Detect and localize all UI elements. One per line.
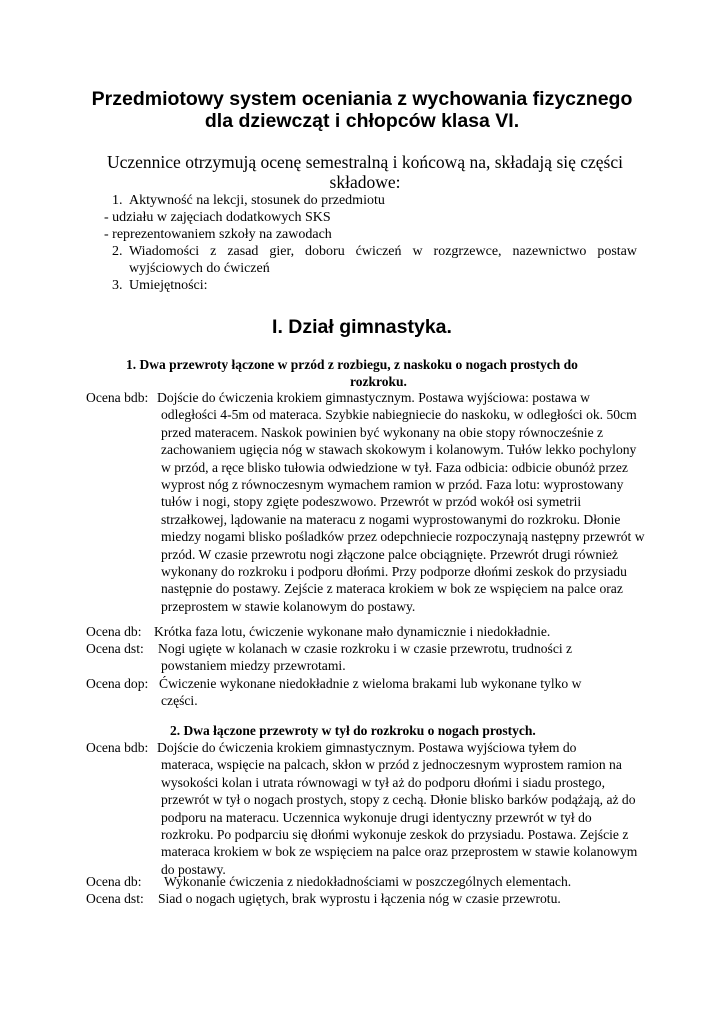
exercise-2-title: 2. Dwa łączone przewroty w tył do rozkroku o nogach prostych. <box>170 723 536 738</box>
exercise-1-title-line-2: rozkroku. <box>350 374 407 389</box>
title-line-2: dla dziewcząt i chłopców klasa VI. <box>204 110 520 132</box>
grade-description: powstaniem miedzy przewrotami. <box>161 658 346 674</box>
intro-text <box>100 152 630 192</box>
document-title <box>60 88 664 132</box>
component-1-sub-1: - udziału w zajęciach dodatkowych SKS <box>104 210 331 225</box>
exercise-1-grade-db <box>86 623 646 640</box>
exercise-2-grade-dst <box>86 890 646 907</box>
grade-description-first: Nogi ugięte w kolanach w czasie rozkroku i w czasie przewrotu, trudności z <box>158 641 573 656</box>
grade-label: Ocena db: <box>86 624 142 639</box>
component-2-line-1: Wiadomości z zasad gier, doboru ćwiczeń w rozgrzewce, nazewnictwo postaw <box>129 244 637 259</box>
grade-label: Ocena bdb: <box>86 390 149 405</box>
title-line-1: Przedmiotowy system oceniania z wychowania fizycznego <box>91 88 633 110</box>
grade-label: Ocena dst: <box>86 891 144 906</box>
grade-label: Ocena dst: <box>86 641 144 656</box>
exercise-1-grade-dst <box>86 640 646 675</box>
grade-label: Ocena db: <box>86 874 142 889</box>
grade-description: Krótka faza lotu, ćwiczenie wykonane mało dynamicznie i niedokładnie. <box>154 624 551 639</box>
component-2-line-2: wyjściowych do ćwiczeń <box>129 261 270 276</box>
exercise-1-grade-bdb <box>86 389 646 615</box>
exercise-2-grade-bdb <box>86 739 646 878</box>
exercise-1-title-line-1: 1. Dwa przewroty łączone w przód z rozbiegu, z naskoku o nogach prostych do <box>126 357 578 372</box>
component-2-number: 2. <box>112 244 123 259</box>
exercise-1-grade-dop <box>86 675 646 710</box>
grade-description: materaca, wspięcie na palcach, skłon w przód z jednoczesnym wyprostem ramion na wysokości kolan i utrata równowagi w tył aż do podporu dłońmi i siadu prostego, przewrót w tył o nogach prostych, stopy z cechą. Dłonie blisko barków podążają, aż do podporu na materacu. Uczennica wykonuje drugi identyczny przewrót w tył do rozkroku. Po podparciu się dłońmi wykonuje zeskok do przysiadu. Postawa. Zejście z materaca krokiem w bok ze wspięciem na palce oraz przeprostem w stawie kolanowym do postawy. <box>161 757 638 877</box>
grade-description: odległości 4-5m od materaca. Szybkie nabiegniecie do naskoku, w odległości ok. 50cm przed materacem. Naskok powinien być wykonany na obie stopy równocześnie z zachowaniem ugięcia nóg w stawach skokowym i kolanowym. Tułów lekko pochylony w przód, a ręce blisko tułowia odwiedzione w tył. Faza odbicia: odbicie obunóż przez wyprost nóg z równoczesnym wymachem ramion w przód. Faza lotu: wyprostowany tułów i nogi, stopy zgięte podeszwowo. Przewrót w przód wokół osi symetrii strzałkowej, lądowanie na materacu z nogami wyprostowanymi do rozkroku. Dłonie miedzy nogami blisko pośladków przez odepchniecie rozpoczynają następny przewrót w przód. W czasie przewrotu nogi złączone palce obciągnięte. Przewrót drugi również wykonany do rozkroku i podporu dłońmi. Przy podporze dłońmi zeskok do przysiadu następnie do postawy. Zejście z materaca krokiem w bok ze wspięciem na palce oraz przeprostem w stawie kolanowym do postawy. <box>161 407 645 614</box>
grade-description: Siad o nogach ugiętych, brak wyprostu i łączenia nóg w czasie przewrotu. <box>158 891 561 906</box>
section-heading: I. Dział gimnastyka. <box>272 316 452 338</box>
grade-label: Ocena dop: <box>86 676 149 691</box>
component-1-sub-2: - reprezentowaniem szkoły na zawodach <box>104 227 332 242</box>
component-3-number: 3. <box>112 278 123 293</box>
grade-description: Wykonanie ćwiczenia z niedokładnościami w poszczególnych elementach. <box>164 874 572 889</box>
grade-description-first: Ćwiczenie wykonane niedokładnie z wieloma brakami lub wykonane tylko w <box>159 676 582 691</box>
grade-label: Ocena bdb: <box>86 740 149 755</box>
grade-description: części. <box>161 693 198 709</box>
component-1-number: 1. <box>112 193 123 208</box>
intro-line-2: składowe: <box>329 172 401 192</box>
intro-line-1: Uczennice otrzymują ocenę semestralną i końcową na, składają się części <box>106 152 623 172</box>
exercise-2-grade-db <box>86 873 646 890</box>
component-3: Umiejętności: <box>129 278 208 293</box>
grade-description-first: Dojście do ćwiczenia krokiem gimnastycznym. Postawa wyjściowa: postawa w <box>157 390 591 405</box>
grade-description-first: Dojście do ćwiczenia krokiem gimnastycznym. Postawa wyjściowa tyłem do <box>157 740 577 755</box>
component-1: Aktywność na lekcji, stosunek do przedmiotu <box>129 193 385 208</box>
